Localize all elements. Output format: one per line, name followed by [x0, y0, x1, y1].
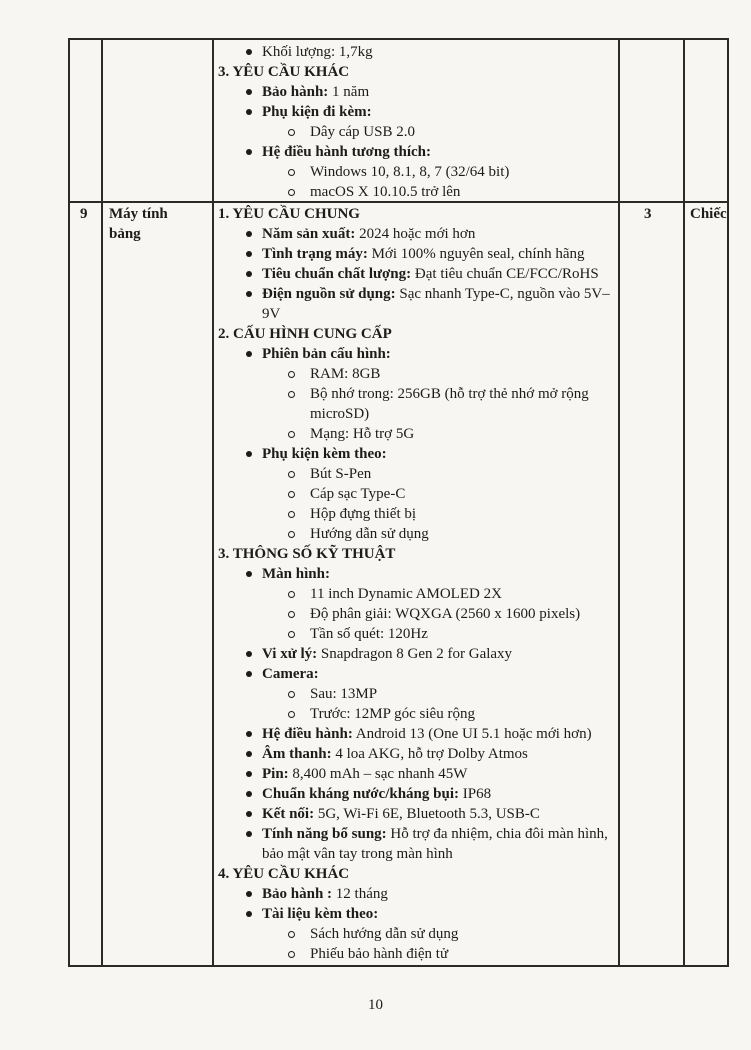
bullet-item [218, 564, 618, 584]
sub-bullet-item: Sau: 13MP [218, 684, 618, 704]
item-specification [218, 204, 618, 964]
item-unit: Chiếc [690, 206, 727, 222]
sub-bullet-item: Windows 10, 8.1, 8, 7 (32/64 bit) [218, 162, 618, 182]
bullet-label: Tài liệu kèm theo: [262, 906, 379, 922]
bullet-label: Điện nguồn sử dụng: [262, 286, 396, 302]
sub-bullet-item: Dây cáp USB 2.0 [218, 122, 618, 142]
bullet-label: Tính năng bổ sung: [262, 826, 387, 842]
table-column-divider [101, 38, 103, 966]
sub-bullet-item: Bút S-Pen [218, 464, 618, 484]
bullet-label: Vi xử lý: [262, 646, 318, 662]
bullet-label: Bảo hành : [262, 886, 333, 902]
section-heading: 2. CẤU HÌNH CUNG CẤP [218, 326, 392, 342]
bullet-text: Sạc nhanh Type-C, nguồn vào 5V– [395, 286, 610, 302]
sub-bullet-item: macOS X 10.10.5 trở lên [218, 182, 618, 202]
table-column-divider [212, 38, 214, 966]
table-column-divider [683, 38, 685, 966]
bullet-item [218, 444, 618, 464]
bullet-text: 8,400 mAh – sạc nhanh 45W [288, 766, 468, 782]
bullet-text: 4 loa AKG, hỗ trợ Dolby Atmos [331, 746, 528, 762]
item-quantity: 3 [644, 206, 652, 222]
bullet-item [218, 784, 618, 804]
section-heading: 1. YÊU CẦU CHUNG [218, 206, 360, 222]
sub-bullet-item: Hộp đựng thiết bị [218, 504, 618, 524]
bullet-text: Hỗ trợ đa nhiệm, chia đôi màn hình, [386, 826, 608, 842]
bullet-item [218, 824, 618, 844]
bullet-text: 5G, Wi-Fi 6E, Bluetooth 5.3, USB-C [314, 806, 540, 822]
sub-bullet-item: Hướng dẫn sử dụng [218, 524, 618, 544]
sub-bullet-item: Cáp sạc Type-C [218, 484, 618, 504]
bullet-text: Mới 100% nguyên seal, chính hãng [367, 246, 585, 262]
sub-bullet-item: Tần số quét: 120Hz [218, 624, 618, 644]
bullet-text: 2024 hoặc mới hơn [355, 226, 476, 242]
sub-bullet-item: Sách hướng dẫn sử dụng [218, 924, 618, 944]
previous-item-continuation [218, 42, 618, 202]
sub-bullet-continuation: microSD) [310, 406, 370, 422]
bullet-text: 12 tháng [332, 886, 388, 902]
sub-bullet-item: Mạng: Hỗ trợ 5G [218, 424, 618, 444]
section-heading: 4. YÊU CẦU KHÁC [218, 866, 350, 882]
table-border-right [727, 38, 729, 966]
item-name-line: Máy tính [109, 206, 168, 222]
table-border-left [68, 38, 70, 966]
bullet-text: Đạt tiêu chuẩn CE/FCC/RoHS [411, 266, 599, 282]
bullet-label: Phiên bản cấu hình: [262, 346, 391, 362]
sub-bullet-item: Trước: 12MP góc siêu rộng [218, 704, 618, 724]
bullet-label: Màn hình: [262, 566, 330, 582]
sub-bullet-item: RAM: 8GB [218, 364, 618, 384]
bullet-item [218, 142, 618, 162]
bullet-continuation: bảo mật vân tay trong màn hình [262, 846, 453, 862]
bullet-item [218, 284, 618, 304]
bullet-label: Phụ kiện kèm theo: [262, 446, 387, 462]
bullet-item [218, 884, 618, 904]
bullet-continuation: 9V [262, 306, 281, 322]
bullet-item [218, 724, 618, 744]
sub-bullet-item: Độ phân giải: WQXGA (2560 x 1600 pixels) [218, 604, 618, 624]
bullet-text: 1 năm [328, 84, 370, 100]
bullet-label: Năm sản xuất: [262, 226, 356, 242]
bullet-label: Pin: [262, 766, 289, 782]
bullet-text: Android 13 (One UI 5.1 hoặc mới hơn) [352, 726, 592, 742]
table-column-divider [618, 38, 620, 966]
bullet-item [218, 244, 618, 264]
bullet-item [218, 644, 618, 664]
bullet-item [218, 82, 618, 102]
table-border-top [68, 38, 729, 40]
bullet-label: Tiêu chuẩn chất lượng: [262, 266, 412, 282]
bullet-text: Snapdragon 8 Gen 2 for Galaxy [317, 646, 513, 662]
bullet-item [218, 744, 618, 764]
sub-bullet-item: 11 inch Dynamic AMOLED 2X [218, 584, 618, 604]
bullet-text: IP68 [459, 786, 492, 802]
bullet-label: Kết nối: [262, 806, 315, 822]
bullet-item [218, 344, 618, 364]
bullet-text: Khối lượng: 1,7kg [262, 44, 373, 60]
item-name-line: bảng [109, 226, 141, 242]
section-heading: 3. YÊU CẦU KHÁC [218, 64, 350, 80]
bullet-item [218, 264, 618, 284]
page-number: 10 [368, 997, 383, 1013]
bullet-item [218, 102, 618, 122]
bullet-item [218, 904, 618, 924]
bullet-label: Phụ kiện đi kèm: [262, 104, 372, 120]
item-name [109, 204, 168, 244]
bullet-label: Camera: [262, 666, 319, 682]
bullet-label: Hệ điều hành: [262, 726, 353, 742]
bullet-label: Âm thanh: [262, 746, 332, 762]
bullet-item [218, 42, 618, 62]
bullet-label: Hệ điều hành tương thích: [262, 144, 432, 160]
table-border-bottom [68, 965, 729, 967]
sub-bullet-item: Phiếu bảo hành điện tử [218, 944, 618, 964]
bullet-item [218, 804, 618, 824]
sub-bullet-item: Bộ nhớ trong: 256GB (hỗ trợ thẻ nhớ mở rộng [218, 384, 618, 404]
bullet-item [218, 224, 618, 244]
row-number: 9 [80, 206, 88, 222]
bullet-item [218, 764, 618, 784]
bullet-item [218, 664, 618, 684]
bullet-label: Chuẩn kháng nước/kháng bụi: [262, 786, 459, 802]
section-heading: 3. THÔNG SỐ KỸ THUẬT [218, 546, 396, 562]
bullet-label: Bảo hành: [262, 84, 329, 100]
bullet-label: Tình trạng máy: [262, 246, 368, 262]
